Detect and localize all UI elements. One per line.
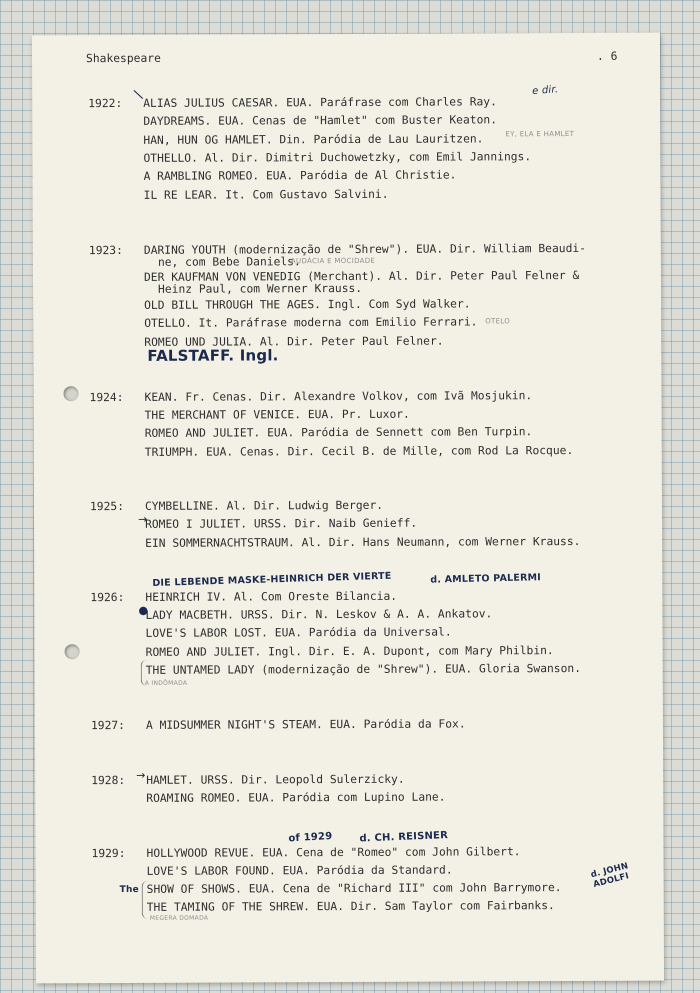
pencil-bracket [142, 881, 149, 919]
film-entry: OTHELLO. Al. Dir. Dimitri Duchowetzky, com Emil Jannings. [143, 150, 532, 165]
check-mark-icon: \ [132, 86, 145, 104]
film-entry: HEINRICH IV. Al. Com Oreste Bilancia. [145, 589, 398, 604]
year-label: 1923: [88, 243, 123, 258]
typewritten-page [32, 33, 664, 984]
pencil-note: EY, ELA E HAMLET [505, 130, 575, 139]
film-entry: ROMEO I JULIET. URSS. Dir. Naib Genieff. [145, 516, 418, 531]
film-entry: HOLLYWOOD REVUE. EUA. Cena de "Romeo" com John Gilbert. [146, 845, 521, 860]
film-entry: EIN SOMMERNACHTSTRAUM. Al. Dir. Hans Neumann, com Werner Krauss. [145, 534, 581, 550]
handwritten-note: FALSTAFF. Ingl. [147, 346, 279, 365]
handwritten-note: e dir. [531, 84, 559, 98]
film-entry: DAYDREAMS. EUA. Cenas de "Hamlet" com Buster Keaton. [143, 113, 498, 128]
bullet-mark-icon: ● [138, 603, 149, 617]
film-entry: ne, com Bebe Daniels. [157, 255, 301, 269]
year-label: 1922: [88, 96, 123, 111]
arrow-mark-icon: → [138, 512, 148, 526]
film-entry: LOVE'S LABOR FOUND. EUA. Paródia da Standard. [146, 863, 453, 878]
handwritten-note: d. JOHN ADOLFI [589, 861, 631, 890]
film-entry: Heinz Paul, com Werner Krauss. [158, 281, 363, 296]
film-entry: DARING YOUTH (modernização de "Shrew"). EUA. Dir. William Beaudi- [143, 241, 586, 257]
film-entry: SHOW OF SHOWS. EUA. Cena de "Richard III" com John Barrymore. [146, 881, 562, 896]
film-entry: DER KAUFMAN VON VENEDIG (Merchant). Al. Dir. Peter Paul Felner & [143, 268, 580, 284]
film-entry: ALIAS JULIUS CAESAR. EUA. Paráfrase com Charles Ray. [143, 95, 497, 110]
film-entry: OLD BILL THROUGH THE AGES. Ingl. Com Syd Walker. [144, 297, 471, 312]
punch-hole [65, 644, 80, 659]
pencil-note: OTELO [485, 317, 511, 326]
film-entry: OTELLO. It. Paráfrase moderna com Emilio Ferrari. [144, 315, 478, 330]
handwritten-note: d. CH. REISNER [359, 830, 449, 845]
film-entry: LOVE'S LABOR LOST. EUA. Paródia da Universal. [145, 625, 452, 640]
year-label: 1925: [89, 499, 125, 514]
page-number: . 6 [597, 49, 618, 63]
pencil-note: MEGERA DOMADA [149, 914, 209, 922]
arrow-mark-icon: → [136, 768, 146, 782]
film-entry: LADY MACBETH. URSS. Dir. N. Leskov & A. A. Ankatov. [145, 607, 493, 622]
film-entry: ROAMING ROMEO. EUA. Paródia com Lupino Lane. [146, 790, 446, 805]
film-entry: ROMEO UND JULIA. Al. Dir. Peter Paul Felner. [144, 334, 444, 349]
film-entry: A RAMBLING ROMEO. EUA. Paródia de Al Christie. [143, 168, 457, 183]
film-entry: A MIDSUMMER NIGHT'S STEAM. EUA. Paródia da Fox. [145, 717, 466, 732]
film-entry: THE TAMING OF THE SHREW. EUA. Dir. Sam Taylor com Fairbanks. [146, 899, 555, 914]
year-label: 1924: [89, 390, 124, 405]
year-label: 1929: [91, 846, 126, 861]
film-entry: HAMLET. URSS. Dir. Leopold Sulerzicky. [146, 772, 405, 787]
film-entry: CYMBELLINE. Al. Dir. Ludwig Berger. [144, 498, 384, 513]
film-entry: ROMEO AND JULIET. Ingl. Dir. E. A. Dupont, com Mary Philbin. [145, 644, 554, 659]
film-entry: THE UNTAMED LADY (modernização de "Shrew"). EUA. Gloria Swanson. [145, 661, 582, 677]
handwritten-note: d. AMLETO PALERMI [430, 572, 542, 586]
punch-hole [63, 386, 78, 401]
film-entry: KEAN. Fr. Cenas. Dir. Alexandre Volkov, com Ivã Mosjukin. [144, 389, 533, 404]
handwritten-note: of 1929 [288, 830, 333, 845]
handwritten-note: The [119, 884, 139, 895]
pencil-note: AUDÁCIA E MOCIDADE [290, 256, 376, 266]
year-label: 1928: [91, 773, 126, 788]
pencil-note: A INDÔMADA [144, 679, 188, 687]
page-title: Shakespeare [86, 51, 161, 66]
year-label: 1927: [90, 718, 125, 733]
handwritten-note: DIE LEBENDE MASKE-HEINRICH DER VIERTE [152, 570, 392, 589]
year-label: 1926: [90, 590, 125, 605]
film-entry: TRIUMPH. EUA. Cenas. Dir. Cecil B. de Mille, com Rod La Rocque. [144, 444, 574, 459]
film-entry: HAN, HUN OG HAMLET. Din. Paródia de Lau Lauritzen. [143, 132, 484, 147]
film-entry: IL RE LEAR. It. Com Gustavo Salvini. [143, 187, 389, 202]
film-entry: THE MERCHANT OF VENICE. EUA. Pr. Luxor. [144, 407, 410, 422]
film-entry: ROMEO AND JULIET. EUA. Paródia de Sennett com Ben Turpin. [144, 425, 533, 440]
